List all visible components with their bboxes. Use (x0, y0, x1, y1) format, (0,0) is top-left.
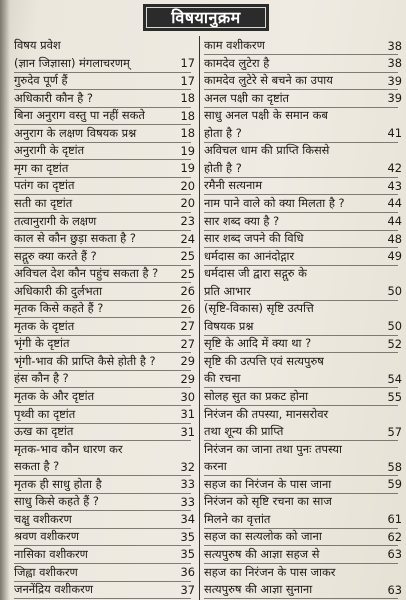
toc-entry-title: साधु किसे कहते हैं ? (14, 494, 99, 509)
toc-entry (14, 124, 195, 143)
toc-entry-page: 31 (180, 407, 195, 422)
toc-entry-page: 26 (180, 301, 195, 316)
toc-entry (14, 299, 195, 318)
toc-entry (204, 422, 402, 441)
toc-entry-underline (204, 598, 398, 599)
toc-entry-title: होती है ? (204, 160, 242, 175)
toc-entry (14, 405, 195, 424)
toc-entry (14, 71, 195, 90)
toc-entry-page: 26 (180, 284, 195, 299)
toc-entry-title: सार शब्द क्या है ? (204, 213, 280, 228)
toc-entry (14, 194, 195, 213)
toc-entry-title: तत्वानुरागी के लक्षण (14, 213, 97, 228)
toc-entry (14, 422, 195, 441)
toc-entry-title: सोलह सुत का प्रकट होना (204, 389, 309, 403)
toc-entry (204, 299, 402, 318)
toc-entry-title: नाम पाने वाले को क्या मिलता है ? (204, 195, 345, 210)
toc-entry-page: 19 (180, 161, 195, 176)
toc-entry-page: 61 (387, 512, 402, 527)
toc-entry (14, 492, 195, 511)
toc-entry (204, 387, 402, 406)
toc-entry-title: जिह्वा वशीकरण (14, 564, 78, 579)
toc-entry-page: 29 (180, 354, 195, 369)
toc-entry (14, 510, 195, 529)
toc-entry (204, 247, 402, 266)
toc-entry-page: 48 (387, 231, 402, 246)
toc-entry-page: 18 (180, 91, 195, 106)
toc-entry (14, 106, 195, 125)
toc-entry-title: सकता है ? (14, 459, 60, 474)
toc-entry-page: 58 (387, 459, 402, 474)
toc-entry (14, 229, 195, 248)
toc-entry (14, 334, 195, 353)
toc-entry-title: सार शब्द जपने की विधि (204, 231, 304, 246)
toc-entry (14, 159, 195, 178)
toc-entry (204, 457, 402, 476)
toc-entry-title: सत्यपुरुष की आज्ञा सहज से (204, 546, 320, 561)
toc-entry (204, 54, 402, 73)
toc-entry (204, 563, 402, 582)
toc-entry-page: 33 (180, 494, 195, 509)
toc-entry (204, 334, 402, 353)
toc-entry (14, 176, 195, 195)
toc-entry-title: मृतक के और दृष्टांत (14, 389, 95, 403)
toc-entry (204, 527, 402, 546)
toc-entry (14, 580, 195, 599)
toc-entry-title: काल से कौन छुड़ा सकता है ? (14, 231, 136, 246)
toc-entry-title: अनुरागी के दृष्टांत (14, 143, 85, 158)
toc-entry (204, 176, 402, 195)
toc-entry-page: 24 (180, 231, 195, 246)
toc-entry-title: गुरुदेव पूर्ण हैं (14, 73, 68, 88)
toc-entry-title: सहज का निरंजन के पास जाकर (204, 564, 336, 579)
toc-entry-page: 18 (180, 108, 195, 123)
toc-entry-title: सत्यपुरुष की आज्ञा सुनाना (204, 582, 313, 597)
toc-entry-title: बिना अनुराग वस्तु पा नहीं सकते (14, 108, 145, 123)
toc-entry-page: 34 (180, 512, 195, 527)
toc-entry (14, 563, 195, 582)
toc-entry (204, 545, 402, 564)
toc-entry (14, 36, 195, 55)
toc-entry-title: सहज का निरंजन के पास जाना (204, 476, 332, 491)
toc-entry (14, 440, 195, 459)
toc-entry (14, 317, 195, 336)
toc-entry-title: रमैनी सत्यनाम (204, 178, 263, 193)
toc-entry-page: 59 (387, 477, 402, 492)
toc-entry (204, 229, 402, 248)
toc-entry-title: सृष्टि की उत्पत्ति एवं सत्यपुरुष (204, 353, 324, 368)
toc-entry-title: सहज का सत्यलोक को जाना (204, 529, 322, 544)
toc-entry-page: 18 (180, 126, 195, 141)
toc-entry-title: तथा शून्य की प्राप्ति (204, 424, 284, 439)
toc-entry-title: मिलने का वृत्तांत (204, 511, 271, 526)
toc-entry-page: 39 (387, 73, 402, 88)
toc-entry-title: अनल पक्षी का दृष्टांत (204, 90, 290, 105)
toc-entry-page: 19 (180, 143, 195, 158)
toc-entry-page: 29 (180, 371, 195, 386)
toc-entry (14, 369, 195, 388)
toc-entry-page: 20 (180, 178, 195, 193)
toc-entry (204, 106, 402, 125)
toc-entry-underline (14, 598, 191, 599)
toc-entry (14, 282, 195, 301)
toc-entry-title: निरंजन की तपस्या, मानसरोवर (204, 406, 329, 421)
toc-entry (14, 89, 195, 108)
toc-entry (204, 492, 402, 511)
toc-entry (14, 54, 195, 73)
toc-entry-title: भृंगी-भाव की प्राप्ति कैसे होती है ? (14, 353, 156, 368)
toc-entry-page: 20 (180, 196, 195, 211)
toc-entry-title: सृष्टि के आदि में क्या था ? (204, 336, 312, 351)
toc-entry (204, 194, 402, 213)
toc-entry-title: अधिकारी कौन है ? (14, 90, 93, 105)
toc-entry-page: 55 (387, 389, 402, 404)
toc-entry-page: 35 (180, 547, 195, 562)
toc-entry-page: 38 (387, 38, 402, 53)
toc-entry-title: विषयक प्रश्न (204, 318, 254, 333)
toc-entry (14, 141, 195, 160)
toc-entry-page: 54 (387, 371, 402, 386)
toc-entry-title: सती का दृष्टांत (14, 195, 73, 210)
page-gutter-shadow (0, 0, 10, 600)
toc-entry (204, 71, 402, 90)
page-title: विषयानुक्रम (143, 4, 269, 31)
toc-entry-page: 57 (387, 424, 402, 439)
toc-entry-page: 38 (387, 56, 402, 71)
toc-entry-page: 62 (387, 529, 402, 544)
toc-entry-page: 52 (387, 336, 402, 351)
toc-entry (204, 440, 402, 459)
toc-entry-page: 37 (180, 582, 195, 597)
toc-entry-page: 25 (180, 266, 195, 281)
toc-entry (204, 405, 402, 424)
toc-entry-page: 31 (180, 424, 195, 439)
toc-entry-title: (ज्ञान जिज्ञासा) मंगलाचरणम् (14, 55, 130, 70)
toc-entry-page: 41 (387, 126, 402, 141)
toc-entry-title: नासिका वशीकरण (14, 546, 88, 561)
toc-entry-title: करना (204, 459, 227, 474)
toc-entry (204, 369, 402, 388)
toc-entry-title: निरंजन का जाना तथा पुनः तपस्या (204, 441, 342, 456)
toc-entry (204, 352, 402, 371)
toc-entry-page: 63 (387, 547, 402, 562)
toc-entry-page: 44 (387, 196, 402, 211)
toc-entry-page: 36 (180, 565, 195, 579)
toc-entry-title: ऊख का दृष्टांत (14, 424, 74, 439)
toc-entry-title: कामदेव लुटेरा है (204, 55, 270, 70)
toc-entry (14, 457, 195, 476)
toc-entry-page: 63 (387, 582, 402, 597)
toc-entry-title: अविचल देश कौन पहुंच सकता है ? (14, 266, 159, 281)
toc-entry-title: प्रति आभार (204, 283, 251, 298)
toc-entry-title: की रचना (204, 371, 241, 386)
toc-entry (204, 510, 402, 529)
toc-entry-page: 27 (180, 336, 195, 351)
toc-entry-page: 17 (180, 56, 195, 71)
toc-entry-title: साधु अनल पक्षी के समान कब (204, 108, 328, 123)
toc-entry-page: 44 (387, 214, 402, 228)
toc-entry-title: कामदेव लुटेरे से बचने का उपाय (204, 73, 333, 88)
toc-entry-page: 35 (180, 529, 195, 544)
toc-entry (204, 36, 402, 55)
toc-entry (14, 212, 195, 231)
toc-entry-title: चक्षु वशीकरण (14, 511, 72, 526)
toc-entry-page: 50 (387, 319, 402, 334)
toc-entry (204, 212, 402, 231)
toc-entry (14, 352, 195, 371)
toc-entry-page: 50 (387, 284, 402, 299)
toc-entry (14, 527, 195, 546)
toc-entry-title: निरंजन को सृष्टि रचना का साज (204, 494, 332, 509)
toc-entry-page: 43 (387, 178, 402, 193)
toc-entry (14, 387, 195, 406)
toc-entry (204, 475, 402, 494)
toc-entry (204, 141, 402, 160)
toc-entry (204, 159, 402, 178)
toc-entry (14, 264, 195, 283)
toc-entry-title: मृतक ही साधु होता है (14, 476, 102, 491)
toc-entry-title: सद्गुरु क्या करते हैं ? (14, 248, 97, 263)
toc-entry-page: 23 (180, 214, 195, 228)
toc-entry (204, 317, 402, 336)
toc-entry-title: भृंगी के दृष्टांत (14, 336, 70, 351)
toc-entry-title: अधिकारी की दुर्लभता (14, 283, 103, 298)
toc-entry (204, 282, 402, 301)
toc-entry-page: 32 (180, 459, 195, 474)
toc-entry-page: 27 (180, 319, 195, 334)
column-divider (199, 36, 200, 600)
toc-entry (204, 264, 402, 283)
toc-entry-page: 39 (387, 91, 402, 106)
toc-entry-title: अविचल धाम की प्राप्ति किससे (204, 143, 330, 158)
toc-entry-title: पतंग का दृष्टांत (14, 178, 75, 193)
toc-entry-title: होता है ? (204, 125, 242, 140)
toc-entry-page: 33 (180, 477, 195, 492)
toc-entry-title: जननेंद्रिय वशीकरण (14, 582, 93, 597)
toc-entry-page: 30 (180, 389, 195, 404)
toc-entry-title: विषय प्रवेश (14, 38, 61, 52)
toc-entry-page: 49 (387, 249, 402, 264)
toc-entry-title: हंस कौन है ? (14, 371, 69, 386)
toc-entry-page: 17 (180, 73, 195, 88)
toc-entry-title: मृतक के दृष्टांत (14, 318, 75, 333)
toc-entry-title: (सृष्टि-विकास) सृष्टि उत्पत्ति (204, 301, 314, 316)
toc-entry (14, 475, 195, 494)
toc-entry-title: श्रवण वशीकरण (14, 529, 79, 544)
toc-entry-title: काम वशीकरण (204, 38, 265, 52)
toc-entry-title: मृतक किसे कहते हैं ? (14, 301, 104, 316)
toc-entry-title: धर्मदास जी द्वारा सद्गुरु के (204, 266, 307, 281)
toc-entry (204, 580, 402, 599)
toc-entry-title: पृथ्वी का दृष्टांत (14, 406, 76, 421)
toc-entry-page: 25 (180, 249, 195, 264)
toc-entry (14, 545, 195, 564)
toc-entry-title: मृतक-भाव कौन धारण कर (14, 441, 123, 456)
toc-entry-title: धर्मदास का आनंदोद्गार (204, 248, 295, 263)
toc-entry-title: अनुराग के लक्षण विषयक प्रश्न (14, 125, 137, 140)
toc-entry (14, 247, 195, 266)
toc-entry (204, 89, 402, 108)
toc-entry-page: 42 (387, 161, 402, 176)
toc-entry-title: मृग का दृष्टांत (14, 160, 69, 175)
toc-entry (204, 124, 402, 143)
